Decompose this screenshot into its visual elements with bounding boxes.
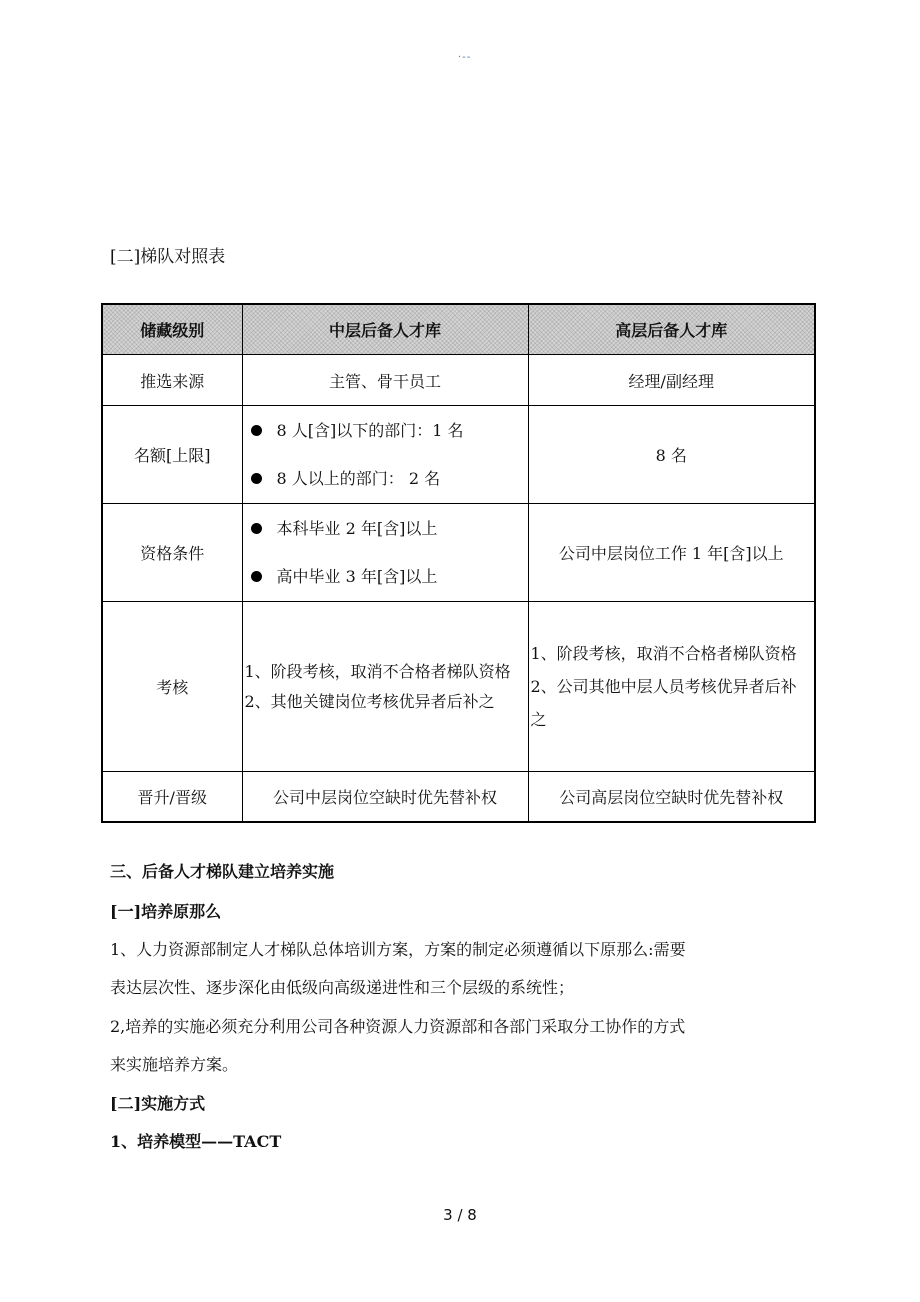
table-row — [102, 772, 815, 822]
section-caption: [二]梯队对照表 — [110, 247, 226, 267]
section-heading: 三、后备人才梯队建立培养实施 — [110, 862, 335, 881]
cell-line: 1、阶段考核，取消不合格者梯队资格 — [530, 644, 797, 663]
ladder-comparison-table — [101, 303, 816, 823]
middle-cell — [242, 504, 528, 602]
subheading-methods: [二]实施方式 — [110, 1094, 206, 1113]
paragraph-2: 2,培养的实施必须充分利用公司各种资源人力资源部和各部门采取分工协作的方式 — [110, 1017, 686, 1036]
senior-cell: 公司中层岗位工作 1 年[含]以上 — [528, 504, 815, 602]
middle-cell: 主管、骨干员工 — [242, 355, 528, 406]
table-row — [102, 602, 815, 772]
table-header-row — [102, 304, 815, 355]
paragraph-1-cont: 表达层次性、逐步深化由低级向高级递进性和三个层级的系统性； — [110, 978, 575, 997]
row-label: 资格条件 — [102, 504, 242, 602]
cell-line: 2、公司其他中层人员考核优异者后补之 — [530, 677, 797, 729]
paragraph-1: 1、人力资源部制定人才梯队总体培训方案，方案的制定必须遵循以下原那么:需要 — [110, 940, 686, 959]
table-row — [102, 355, 815, 406]
bullet-item: 8 人以上的部门： 2 名 — [247, 455, 528, 503]
bullet-item: 8 人[含]以下的部门：1 名 — [247, 407, 528, 455]
cell-line: 2、其他关键岗位考核优异者后补之 — [244, 691, 495, 711]
table-row — [102, 504, 815, 602]
bullet-item: 本科毕业 2 年[含]以上 — [247, 505, 528, 553]
header-level: 储藏级别 — [102, 304, 242, 355]
middle-cell — [242, 602, 528, 772]
page-number: 3 / 8 — [443, 1206, 477, 1224]
senior-cell: 经理/副经理 — [528, 355, 815, 406]
paragraph-2-cont: 来实施培养方案。 — [110, 1055, 239, 1074]
row-label: 名额[上限] — [102, 406, 242, 504]
header-middle-pool: 中层后备人才库 — [242, 304, 528, 355]
senior-cell: 公司高层岗位空缺时优先替补权 — [528, 772, 815, 822]
row-label: 推选来源 — [102, 355, 242, 406]
bullet-item: 高中毕业 3 年[含]以上 — [247, 553, 528, 601]
row-label: 晋升/晋级 — [102, 772, 242, 822]
cell-line: 1、阶段考核，取消不合格者梯队资格 — [244, 661, 511, 681]
senior-cell — [528, 602, 815, 772]
row-label: 考核 — [102, 602, 242, 772]
header-mark: ·-- — [458, 52, 472, 63]
header-senior-pool: 高层后备人才库 — [528, 304, 815, 355]
senior-cell: 8 名 — [528, 406, 815, 504]
middle-cell — [242, 406, 528, 504]
middle-cell: 公司中层岗位空缺时优先替补权 — [242, 772, 528, 822]
subheading-principles: [一]培养原那么 — [110, 902, 222, 921]
table-row — [102, 406, 815, 504]
subheading-model: 1、培养模型——TACT — [110, 1132, 282, 1151]
